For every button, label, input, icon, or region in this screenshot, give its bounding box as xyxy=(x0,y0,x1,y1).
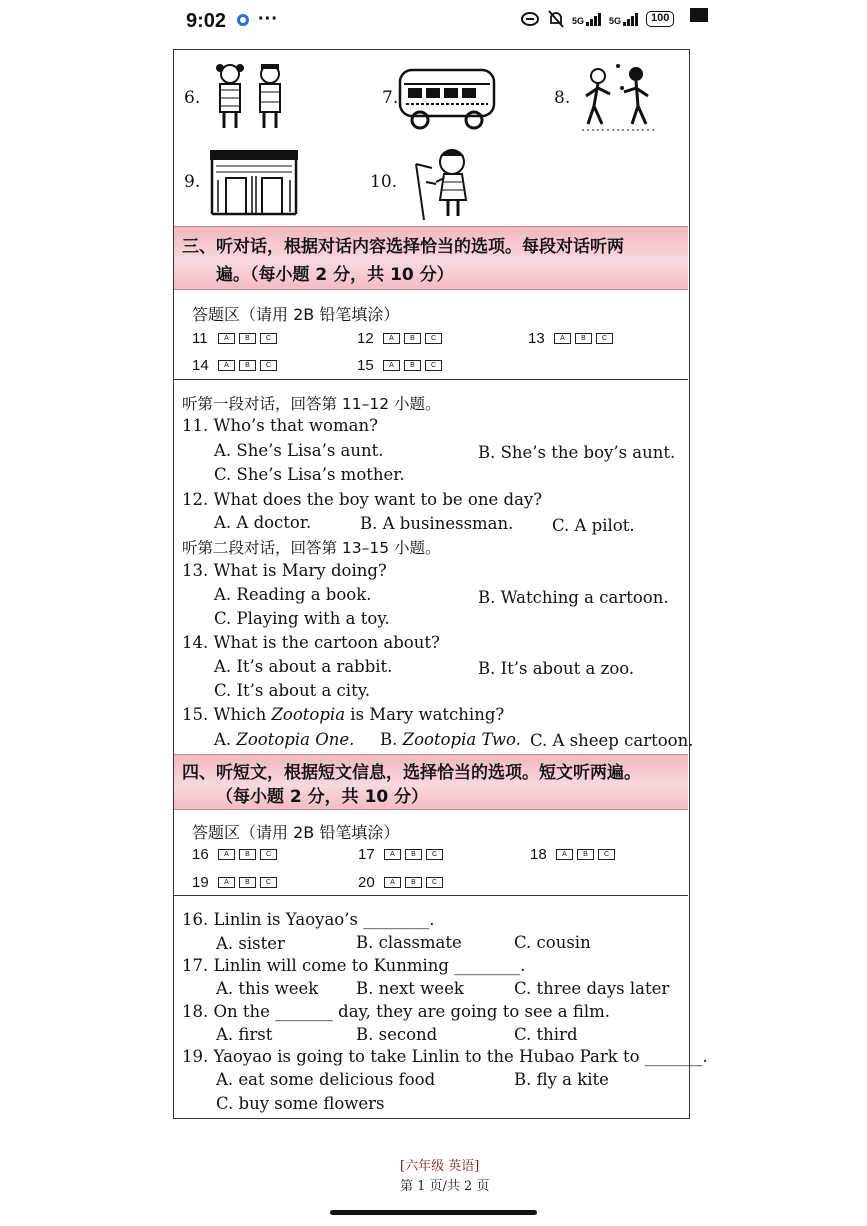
bubble-c[interactable]: C xyxy=(426,849,443,860)
option-15-a-title: Zootopia One. xyxy=(236,730,355,749)
answer-row-15[interactable] xyxy=(357,357,442,374)
bubble-a[interactable]: A xyxy=(218,877,235,888)
battery-icon: 100 xyxy=(646,11,674,27)
question-16: 16. Linlin is Yaoyao’s ________. xyxy=(182,910,435,929)
bubble-b[interactable]: B xyxy=(404,360,421,371)
answer-number: 19 xyxy=(192,874,209,891)
answer-area-title: 答题区（请用 2B 铅笔填涂） xyxy=(192,305,400,324)
exam-page xyxy=(173,49,708,1119)
question-19: 19. Yaoyao is going to take Linlin to the Hubao Park to _______. xyxy=(182,1047,708,1066)
question-14: 14. What is the cartoon about? xyxy=(182,633,440,652)
answer-row-20[interactable] xyxy=(358,874,443,891)
option-18-b: B. second xyxy=(356,1025,438,1044)
status-bar xyxy=(0,0,867,44)
snow-play-picture xyxy=(578,58,658,136)
bubble-c[interactable]: C xyxy=(425,333,442,344)
answer-row-18[interactable] xyxy=(530,846,615,863)
option-13-a: A. Reading a book. xyxy=(214,585,372,604)
option-11-c: C. She’s Lisa’s mother. xyxy=(214,465,405,484)
section-4-heading-line1: 四、听短文，根据短文信息，选择恰当的选项。短文听两遍。 xyxy=(182,763,641,783)
section-3-heading-line2: 遍。（每小题 2 分，共 10 分） xyxy=(216,265,454,285)
signal-bars-icon xyxy=(623,12,638,26)
answer-area-title: 答题区（请用 2B 铅笔填涂） xyxy=(192,823,400,842)
bubble-c[interactable]: C xyxy=(260,877,277,888)
question-12: 12. What does the boy want to be one day? xyxy=(182,490,543,509)
option-16-c: C. cousin xyxy=(514,933,591,952)
bubble-b[interactable]: B xyxy=(239,849,256,860)
bubble-a[interactable]: A xyxy=(554,333,571,344)
signal-bars-icon xyxy=(586,12,601,26)
bubble-a[interactable]: A xyxy=(383,333,400,344)
page-number: 第 1 页/共 2 页 xyxy=(400,1179,490,1194)
bubble-a[interactable]: A xyxy=(384,877,401,888)
option-16-a: A. sister xyxy=(216,934,285,953)
picture-grid xyxy=(174,50,688,226)
bubble-b[interactable]: B xyxy=(239,333,256,344)
question-18: 18. On the _______ day, they are going to see a film. xyxy=(182,1002,611,1021)
option-17-b: B. next week xyxy=(356,979,464,998)
bubble-b[interactable]: B xyxy=(577,849,594,860)
section-3-answer-area xyxy=(174,290,688,380)
page-subject: [六年级 英语] xyxy=(400,1159,480,1174)
answer-number: 20 xyxy=(358,874,375,891)
answer-number: 15 xyxy=(357,357,374,374)
answer-number: 11 xyxy=(192,330,208,347)
painting-girl-picture xyxy=(410,142,480,222)
bubble-b[interactable]: B xyxy=(239,877,256,888)
app-notification-icon xyxy=(237,14,249,26)
answer-number: 13 xyxy=(528,330,545,347)
option-19-c: C. buy some flowers xyxy=(216,1094,385,1113)
section-4-heading-line2: （每小题 2 分，共 10 分） xyxy=(216,787,429,807)
bubble-b[interactable]: B xyxy=(405,877,422,888)
answer-row-12[interactable] xyxy=(357,330,442,347)
answer-number: 18 xyxy=(530,846,547,863)
bubble-a[interactable]: A xyxy=(218,333,235,344)
dialogue-2-intro: 听第二段对话，回答第 13–15 小题。 xyxy=(182,539,441,557)
mute-bell-icon xyxy=(548,10,564,28)
bubble-c[interactable]: C xyxy=(425,360,442,371)
answer-number: 14 xyxy=(192,357,209,374)
option-18-a: A. first xyxy=(216,1025,273,1044)
dialogue-1-intro: 听第一段对话，回答第 11–12 小题。 xyxy=(182,395,441,413)
option-11-b: B. She’s the boy’s aunt. xyxy=(478,443,676,462)
more-notifications-icon: ··· xyxy=(258,8,278,30)
bubble-c[interactable]: C xyxy=(260,360,277,371)
screen-corner-mark xyxy=(690,8,708,22)
bubble-b[interactable]: B xyxy=(405,849,422,860)
question-15 xyxy=(182,705,504,724)
home-indicator[interactable] xyxy=(330,1210,537,1215)
answer-row-14[interactable] xyxy=(192,357,277,374)
bubble-c[interactable]: C xyxy=(260,849,277,860)
status-time: 9:02 xyxy=(186,10,227,32)
question-15-suffix: is Mary watching? xyxy=(345,705,505,724)
bubble-c[interactable]: C xyxy=(260,333,277,344)
option-17-c: C. three days later xyxy=(514,979,670,998)
bubble-b[interactable]: B xyxy=(239,360,256,371)
signal-2 xyxy=(609,12,638,26)
question-15-prefix: 15. Which xyxy=(182,705,272,724)
answer-row-16[interactable] xyxy=(192,846,277,863)
option-12-c: C. A pilot. xyxy=(552,516,635,535)
section-3-heading-line1: 三、听对话，根据对话内容选择恰当的选项。每段对话听两 xyxy=(182,237,624,257)
bus-picture xyxy=(396,64,500,132)
answer-number: 16 xyxy=(192,846,209,863)
option-15-b xyxy=(380,730,521,749)
gate-building-picture xyxy=(206,146,302,218)
question-17: 17. Linlin will come to Kunming ________. xyxy=(182,956,526,975)
option-14-b: B. It’s about a zoo. xyxy=(478,659,635,678)
network-type-1: 5G xyxy=(572,16,585,26)
answer-row-13[interactable] xyxy=(528,330,613,347)
bubble-c[interactable]: C xyxy=(598,849,615,860)
network-type-2: 5G xyxy=(609,16,622,26)
section-4-answer-area xyxy=(174,810,688,896)
section-3-heading xyxy=(174,226,688,290)
bubble-a[interactable]: A xyxy=(218,849,235,860)
picture-number-8: 8. xyxy=(554,88,571,108)
bubble-a[interactable]: A xyxy=(383,360,400,371)
option-12-a: A. A doctor. xyxy=(214,513,312,532)
option-13-b: B. Watching a cartoon. xyxy=(478,588,669,607)
picture-number-7: 7. xyxy=(382,88,399,108)
answer-number: 17 xyxy=(358,846,375,863)
bubble-c[interactable]: C xyxy=(426,877,443,888)
section-4-heading xyxy=(174,754,688,810)
option-15-c: C. A sheep cartoon. xyxy=(530,731,694,750)
picture-number-10: 10. xyxy=(370,172,398,192)
option-14-a: A. It’s about a rabbit. xyxy=(214,657,393,676)
picture-number-9: 9. xyxy=(184,172,201,192)
children-costume-picture xyxy=(206,60,296,134)
answer-row-19[interactable] xyxy=(192,874,277,891)
bubble-b[interactable]: B xyxy=(404,333,421,344)
question-11: 11. Who’s that woman? xyxy=(182,416,378,435)
bubble-a[interactable]: A xyxy=(384,849,401,860)
option-16-b: B. classmate xyxy=(356,933,462,952)
option-18-c: C. third xyxy=(514,1025,578,1044)
status-icons xyxy=(520,10,674,28)
option-15-a xyxy=(214,730,354,749)
question-13: 13. What is Mary doing? xyxy=(182,561,387,580)
answer-row-17[interactable] xyxy=(358,846,443,863)
bubble-b[interactable]: B xyxy=(575,333,592,344)
option-19-a: A. eat some delicious food xyxy=(216,1070,436,1089)
option-17-a: A. this week xyxy=(216,979,319,998)
option-11-a: A. She’s Lisa’s aunt. xyxy=(214,441,384,460)
option-14-c: C. It’s about a city. xyxy=(214,681,371,700)
option-13-c: C. Playing with a toy. xyxy=(214,609,390,628)
option-15-b-title: Zootopia Two. xyxy=(402,730,521,749)
bubble-c[interactable]: C xyxy=(596,333,613,344)
answer-row-11[interactable] xyxy=(192,330,277,347)
answer-number: 12 xyxy=(357,330,374,347)
option-19-b: B. fly a kite xyxy=(514,1070,609,1089)
link-icon xyxy=(520,11,540,27)
option-15-b-prefix: B. xyxy=(380,730,403,749)
option-15-a-prefix: A. xyxy=(214,730,237,749)
option-12-b: B. A businessman. xyxy=(360,514,514,533)
bubble-a[interactable]: A xyxy=(218,360,235,371)
signal-1 xyxy=(572,12,601,26)
picture-number-6: 6. xyxy=(184,88,201,108)
bubble-a[interactable]: A xyxy=(556,849,573,860)
question-15-title: Zootopia xyxy=(271,705,346,724)
